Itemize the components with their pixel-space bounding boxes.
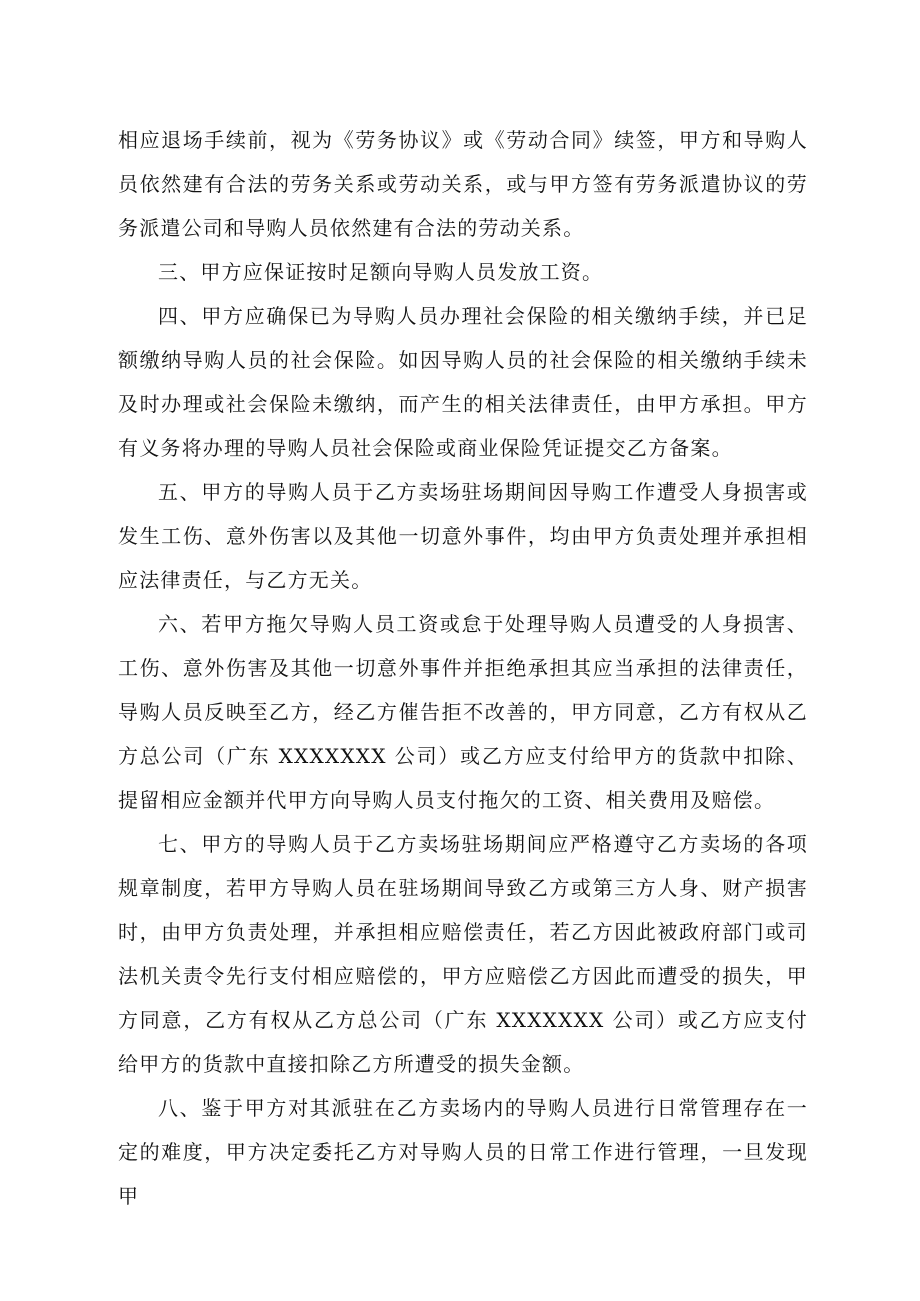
paragraph-clause-8: 八、鉴于甲方对其派驻在乙方卖场内的导购人员进行日常管理存在一定的难度，甲方决定委托乙方对导购人员的日常工作进行管理，一旦发现甲 (118, 1096, 808, 1208)
document-body (118, 118, 808, 1218)
paragraph-clause-4: 四、甲方应确保已为导购人员办理社会保险的相关缴纳手续，并已足额缴纳导购人员的社会保险。如因导购人员的社会保险的相关缴纳手续未及时办理或社会保险未缴纳，而产生的相关法律责任，由甲方承担。甲方有义务将办理的导购人员社会保险或商业保险凭证提交乙方备案。 (118, 304, 808, 460)
paragraph-clause-3: 三、甲方应保证按时足额向导购人员发放工资。 (158, 260, 604, 284)
paragraph-clause-6: 六、若甲方拖欠导购人员工资或怠于处理导购人员遭受的人身损害、工伤、意外伤害及其他一切意外事件并拒绝承担其应当承担的法律责任，导购人员反映至乙方，经乙方催告拒不改善的，甲方同意，乙方有权从乙方总公司（广东 XXXXXXX 公司）或乙方应支付给甲方的货款中扣除、提留相应金额并代甲方向导购人员支付拖欠的工资、相关费用及赔偿。 (118, 612, 808, 812)
paragraph-clause-7: 七、甲方的导购人员于乙方卖场驻场期间应严格遵守乙方卖场的各项规章制度，若甲方导购人员在驻场期间导致乙方或第三方人身、财产损害时，由甲方负责处理，并承担相应赔偿责任，若乙方因此被政府部门或司法机关责令先行支付相应赔偿的，甲方应赔偿乙方因此而遭受的损失，甲方同意，乙方有权从乙方总公司（广东 XXXXXXX 公司）或乙方应支付给甲方的货款中直接扣除乙方所遭受的损失金额。 (118, 832, 808, 1076)
paragraph-clause-5: 五、甲方的导购人员于乙方卖场驻场期间因导购工作遭受人身损害或发生工伤、意外伤害以及其他一切意外事件，均由甲方负责处理并承担相应法律责任，与乙方无关。 (118, 480, 808, 592)
paragraph-continuation: 相应退场手续前，视为《劳务协议》或《劳动合同》续签，甲方和导购人员依然建有合法的劳务关系或劳动关系，或与甲方签有劳务派遣协议的劳务派遣公司和导购人员依然建有合法的劳动关系。 (118, 128, 808, 240)
